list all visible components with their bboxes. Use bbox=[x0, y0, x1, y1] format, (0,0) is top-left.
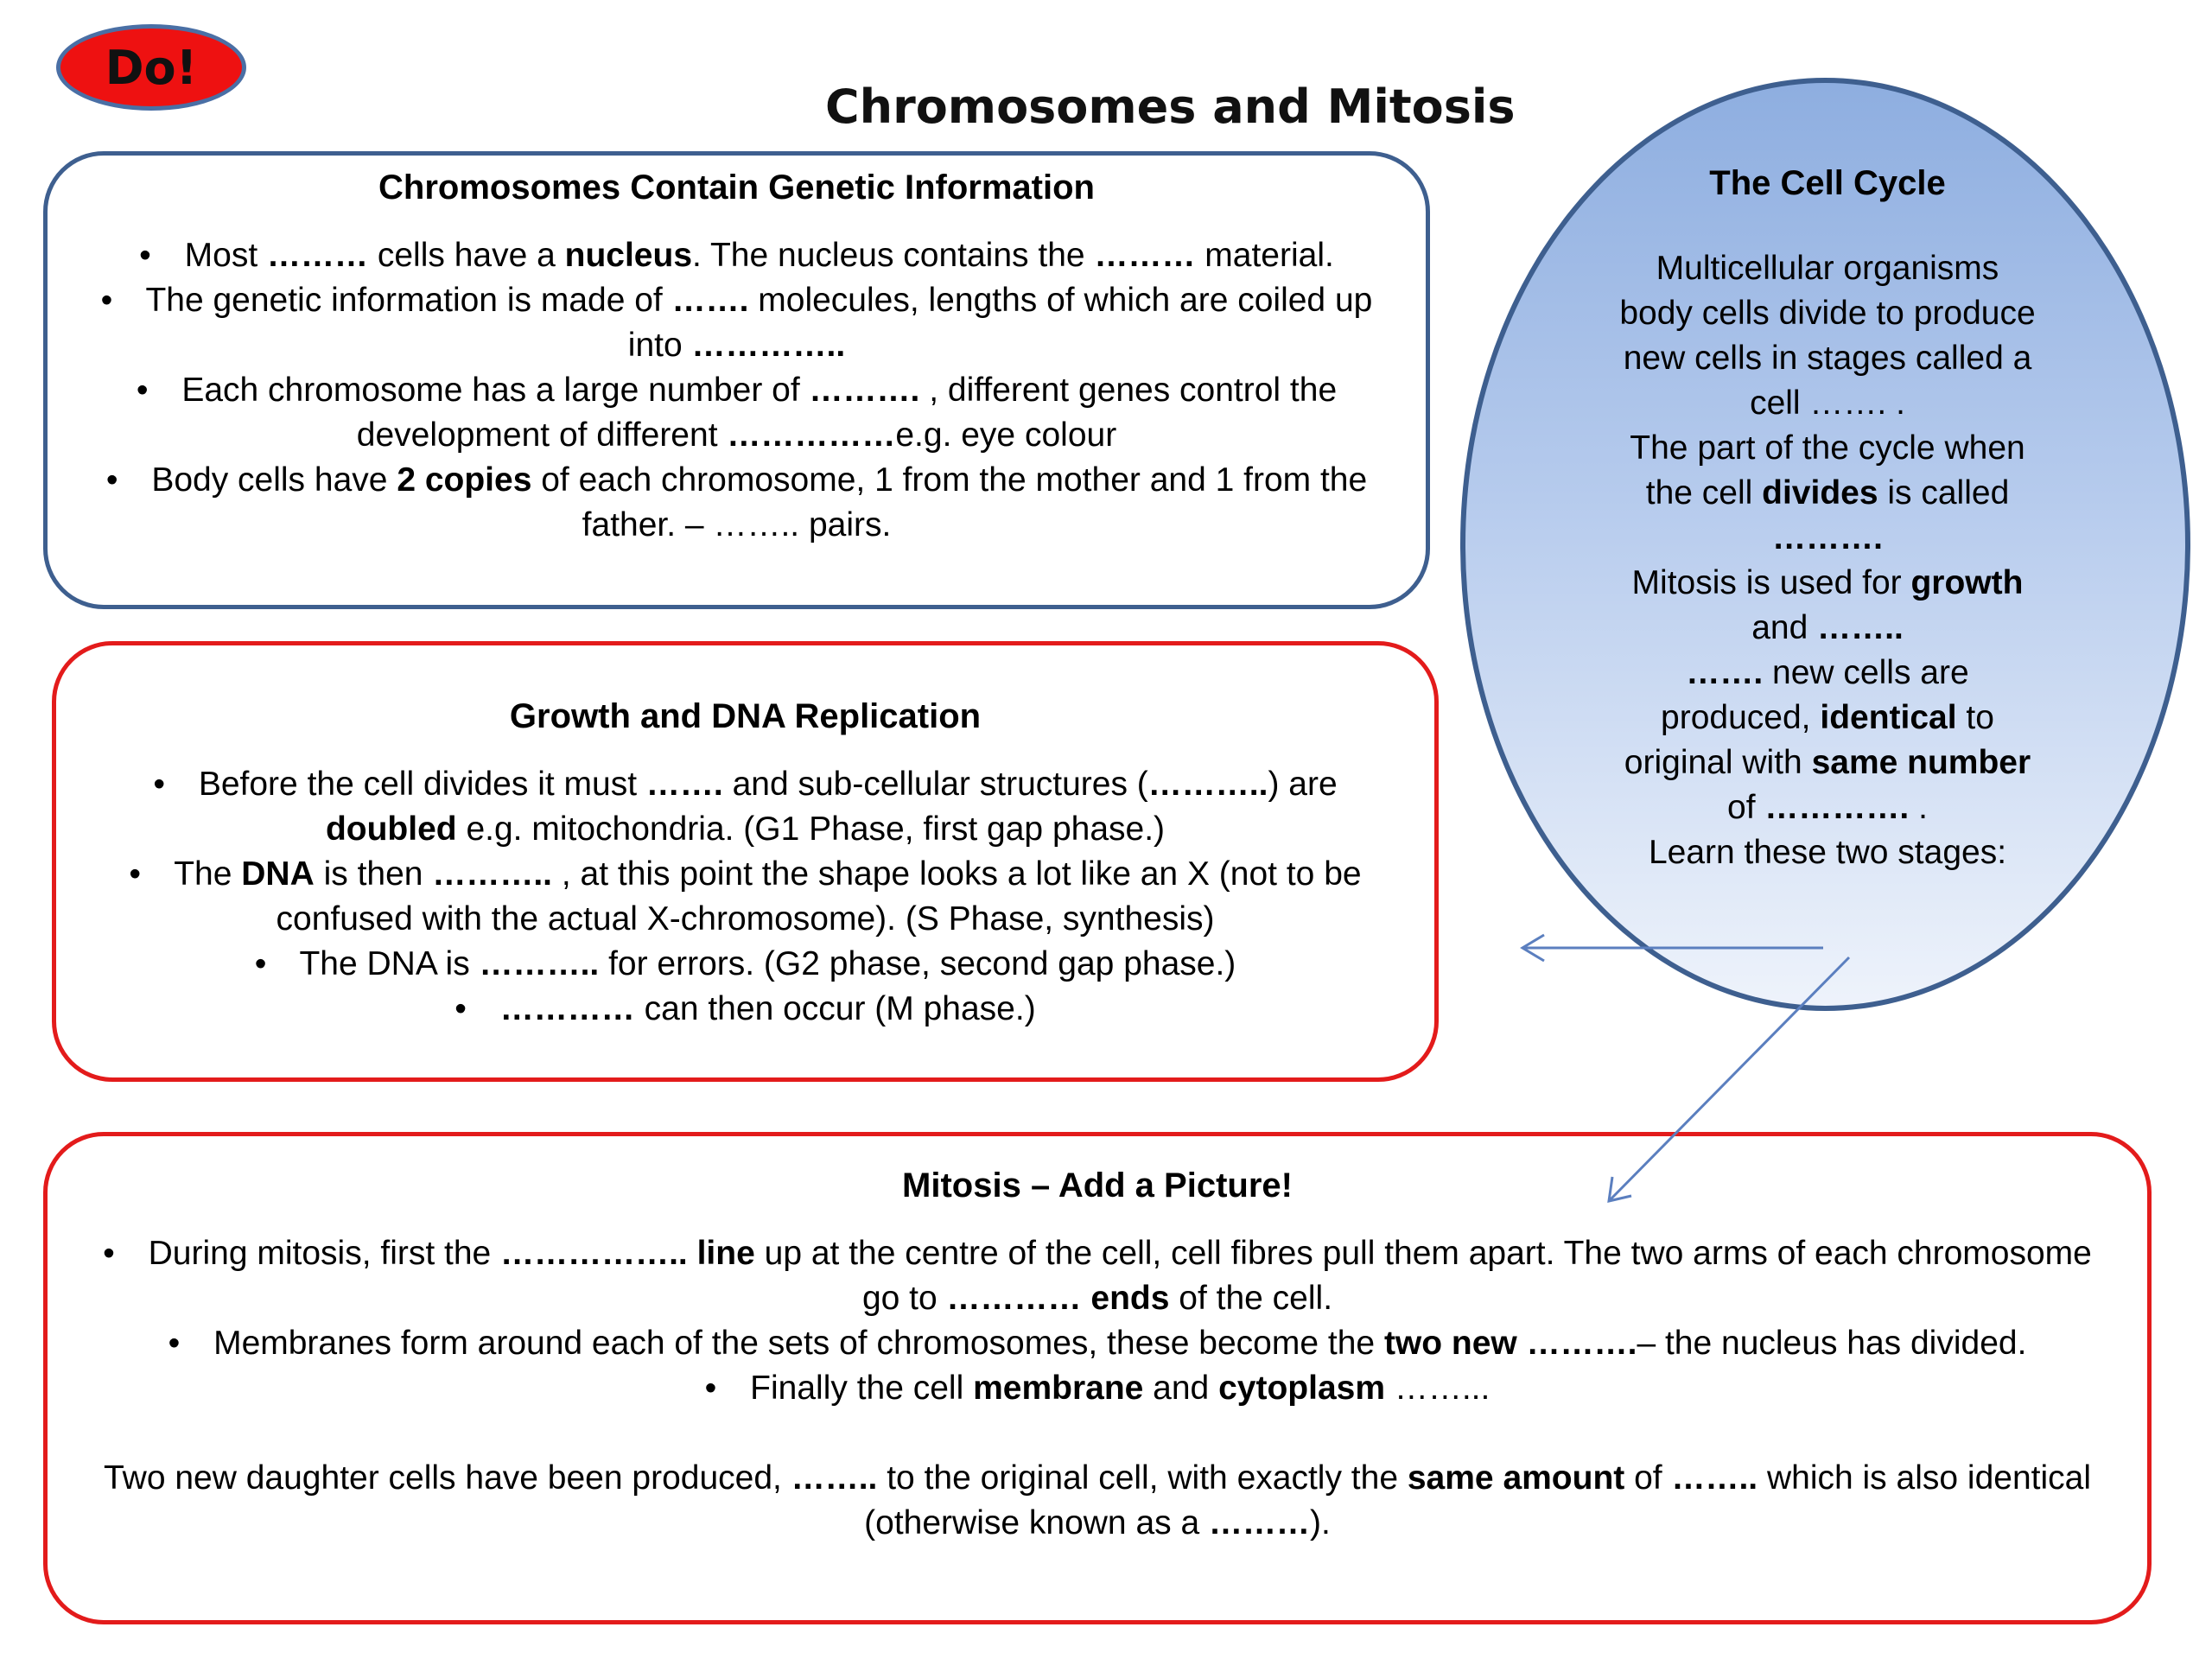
do-badge: Do! bbox=[56, 24, 246, 111]
genetic-info-title: Chromosomes Contain Genetic Information bbox=[378, 168, 1095, 207]
list-item: • The DNA is ……….. for errors. (G2 phase, second gap phase.) bbox=[99, 942, 1391, 987]
cell-cycle-line: The part of the cycle when bbox=[1630, 429, 2025, 467]
cell-cycle-title: The Cell Cycle bbox=[1709, 164, 1946, 202]
cell-cycle-line: of …………. . bbox=[1727, 789, 1928, 826]
cell-cycle-line: produced, identical to bbox=[1661, 699, 1994, 736]
cell-cycle-line: ………. bbox=[1772, 519, 1883, 556]
cell-cycle-line: ……. new cells are bbox=[1686, 654, 1969, 691]
list-item: • The genetic information is made of ……. molecules, lengths of which are coiled up into ………….. bbox=[99, 278, 1374, 368]
cell-cycle-line: body cells divide to produce bbox=[1619, 295, 2036, 332]
list-item: • Body cells have 2 copies of each chromosome, 1 from the mother and 1 from the father. – …….. pairs. bbox=[99, 458, 1374, 548]
list-item: • During mitosis, first the …………….. line up at the centre of the cell, cell fibres pull them apart. The two arms of each chromosome go to ………… ends of the cell. bbox=[99, 1231, 2095, 1321]
list-item: • Finally the cell membrane and cytoplasm ……... bbox=[99, 1366, 2095, 1411]
mitosis-closing: Two new daughter cells have been produced, …….. to the original cell, with exactly the same amount of …….. which is also identical (otherwise known as a ………). bbox=[104, 1459, 2091, 1541]
cell-cycle-line: the cell divides is called bbox=[1645, 474, 2010, 512]
cell-cycle-line: Learn these two stages: bbox=[1648, 834, 2007, 871]
page-title: Chromosomes and Mitosis bbox=[825, 79, 1516, 134]
list-item: • Most ……… cells have a nucleus. The nucleus contains the ……… material. bbox=[99, 233, 1374, 278]
growth-dna-title: Growth and DNA Replication bbox=[509, 697, 982, 735]
list-item: • Membranes form around each of the sets of chromosomes, these become the two new ……….– the nucleus has divided. bbox=[99, 1321, 2095, 1366]
cell-cycle-line: Multicellular organisms bbox=[1656, 250, 1999, 287]
list-item: • Each chromosome has a large number of ………. , different genes control the development of different ……………e.g. eye colour bbox=[99, 368, 1374, 458]
cell-cycle-line: Mitosis is used for growth bbox=[1631, 564, 2024, 601]
cell-cycle-line: new cells in stages called a bbox=[1623, 340, 2032, 377]
arrow-to-growth-box bbox=[1522, 935, 1823, 961]
mitosis-title: Mitosis – Add a Picture! bbox=[902, 1166, 1293, 1205]
list-item: • The DNA is then ……….. , at this point the shape looks a lot like an X (not to be confused with the actual X-chromosome). (S Phase, synthesis) bbox=[99, 852, 1391, 942]
cell-cycle-line: cell ……. . bbox=[1750, 385, 1905, 422]
list-item: • Before the cell divides it must ……. and sub-cellular structures (………..) are doubled e.g. mitochondria. (G1 Phase, first gap phase.) bbox=[99, 762, 1391, 852]
cell-cycle-line: original with same number bbox=[1624, 744, 2031, 781]
cell-cycle-line: and …….. bbox=[1751, 609, 1904, 646]
arrow-to-mitosis-box bbox=[1609, 957, 1849, 1201]
list-item: • ………… can then occur (M phase.) bbox=[99, 987, 1391, 1032]
